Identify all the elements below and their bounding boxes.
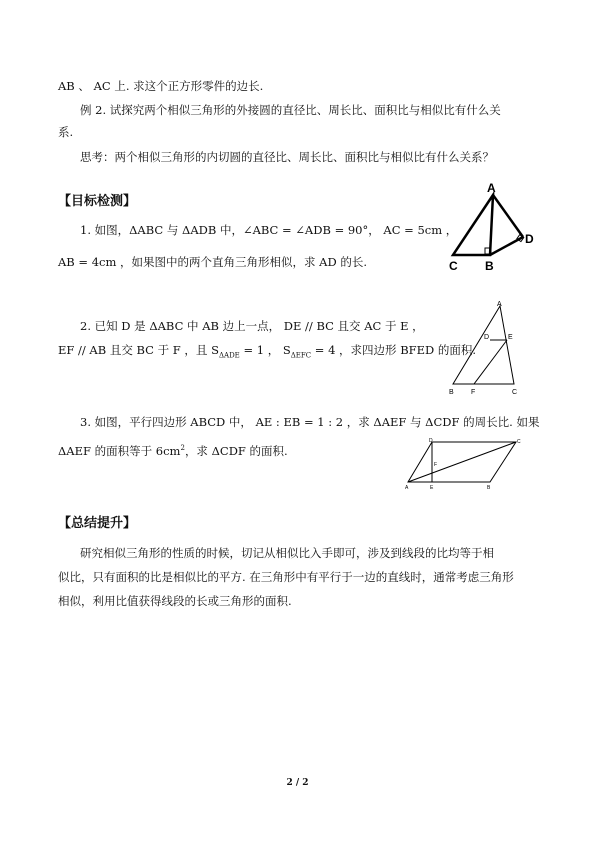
q2-line1: 2. 已知 D 是 ΔABC 中 AB 边上一点， DE // BC 且交 AC 于 E ， <box>80 319 424 333</box>
page-number: 2 / 2 <box>286 778 309 788</box>
figure-3-parallelogram <box>400 436 530 492</box>
fig2-label-b: B <box>449 389 454 396</box>
fig3-label-d: D <box>429 438 433 444</box>
section-title-target-test: 【目标检测】 <box>58 194 137 209</box>
fig2-label-e: E <box>508 334 513 341</box>
example-2-line-cont: 系. <box>58 125 74 139</box>
q2-subscript-efc: ΔEFC <box>290 351 312 360</box>
q3-superscript: 2 <box>180 444 185 452</box>
think-line: 思考：两个相似三角形的内切圆的直径比、周长比、面积比与相似比有什么关系？ <box>80 150 494 164</box>
section-title-summary: 【总结提升】 <box>58 516 137 531</box>
q1-line2: AB = 4cm ，如果图中的两个直角三角形相似，求 AD 的长. <box>58 255 368 269</box>
q3-line2 <box>58 440 288 459</box>
summary-line2: 似比，只有面积的比是相似比的平方. 在三角形中有平行于一边的直线时，通常考虑三角形 <box>58 570 514 584</box>
fig2-label-d: D <box>484 334 490 341</box>
q1-line1: 1. 如图，ΔABC 与 ΔADB 中，∠ABC = ∠ADB = 90°， AC = 5cm ， <box>80 223 458 237</box>
fig1-label-c: C <box>449 259 458 273</box>
fig1-label-d: D <box>525 232 534 246</box>
summary-line3: 相似，利用比值获得线段的长或三角形的面积. <box>58 594 292 608</box>
intro-line: AB 、 AC 上. 求这个正方形零件的边长. <box>58 79 264 93</box>
fig3-label-e: E <box>430 485 434 491</box>
figure-1-right-triangles <box>440 180 540 280</box>
fig2-label-f: F <box>471 389 476 396</box>
q2-line2 <box>58 342 476 363</box>
fig2-label-c: C <box>512 389 518 396</box>
q2-text-a: EF // AB 且交 BC 于 F ，且 S <box>58 343 219 357</box>
q3-text-b: ，求 ΔCDF 的面积. <box>184 443 288 458</box>
q2-text-b: = 1 ， S <box>239 343 291 357</box>
q3-line1: 3. 如图，平行四边形 ABCD 中， AE : EB = 1 : 2 ，求 ΔAEF 与 ΔCDF 的周长比. 如果 <box>80 415 540 429</box>
summary-line1: 研究相似三角形的性质的时候，切记从相似比入手即可，涉及到线段的比均等于相 <box>80 546 494 560</box>
q2-text-c: = 4 ，求四边形 BFED 的面积. <box>311 343 477 357</box>
fig2-label-a: A <box>497 301 502 308</box>
figure-2-triangle-parallel-lines <box>440 298 530 403</box>
fig3-label-a: A <box>405 485 409 491</box>
fig3-label-f: F <box>434 462 438 468</box>
fig1-label-a: A <box>487 181 496 195</box>
q2-subscript-ade: ΔADE <box>218 351 240 360</box>
example-2-line: 例 2. 试探究两个相似三角形的外接圆的直径比、周长比、面积比与相似比有什么关 <box>80 103 501 117</box>
fig3-label-c: C <box>517 439 521 445</box>
fig3-label-b: B <box>487 485 491 491</box>
q3-text-a: ΔAEF 的面积等于 6cm <box>58 443 181 458</box>
fig1-label-b: B <box>485 259 494 273</box>
